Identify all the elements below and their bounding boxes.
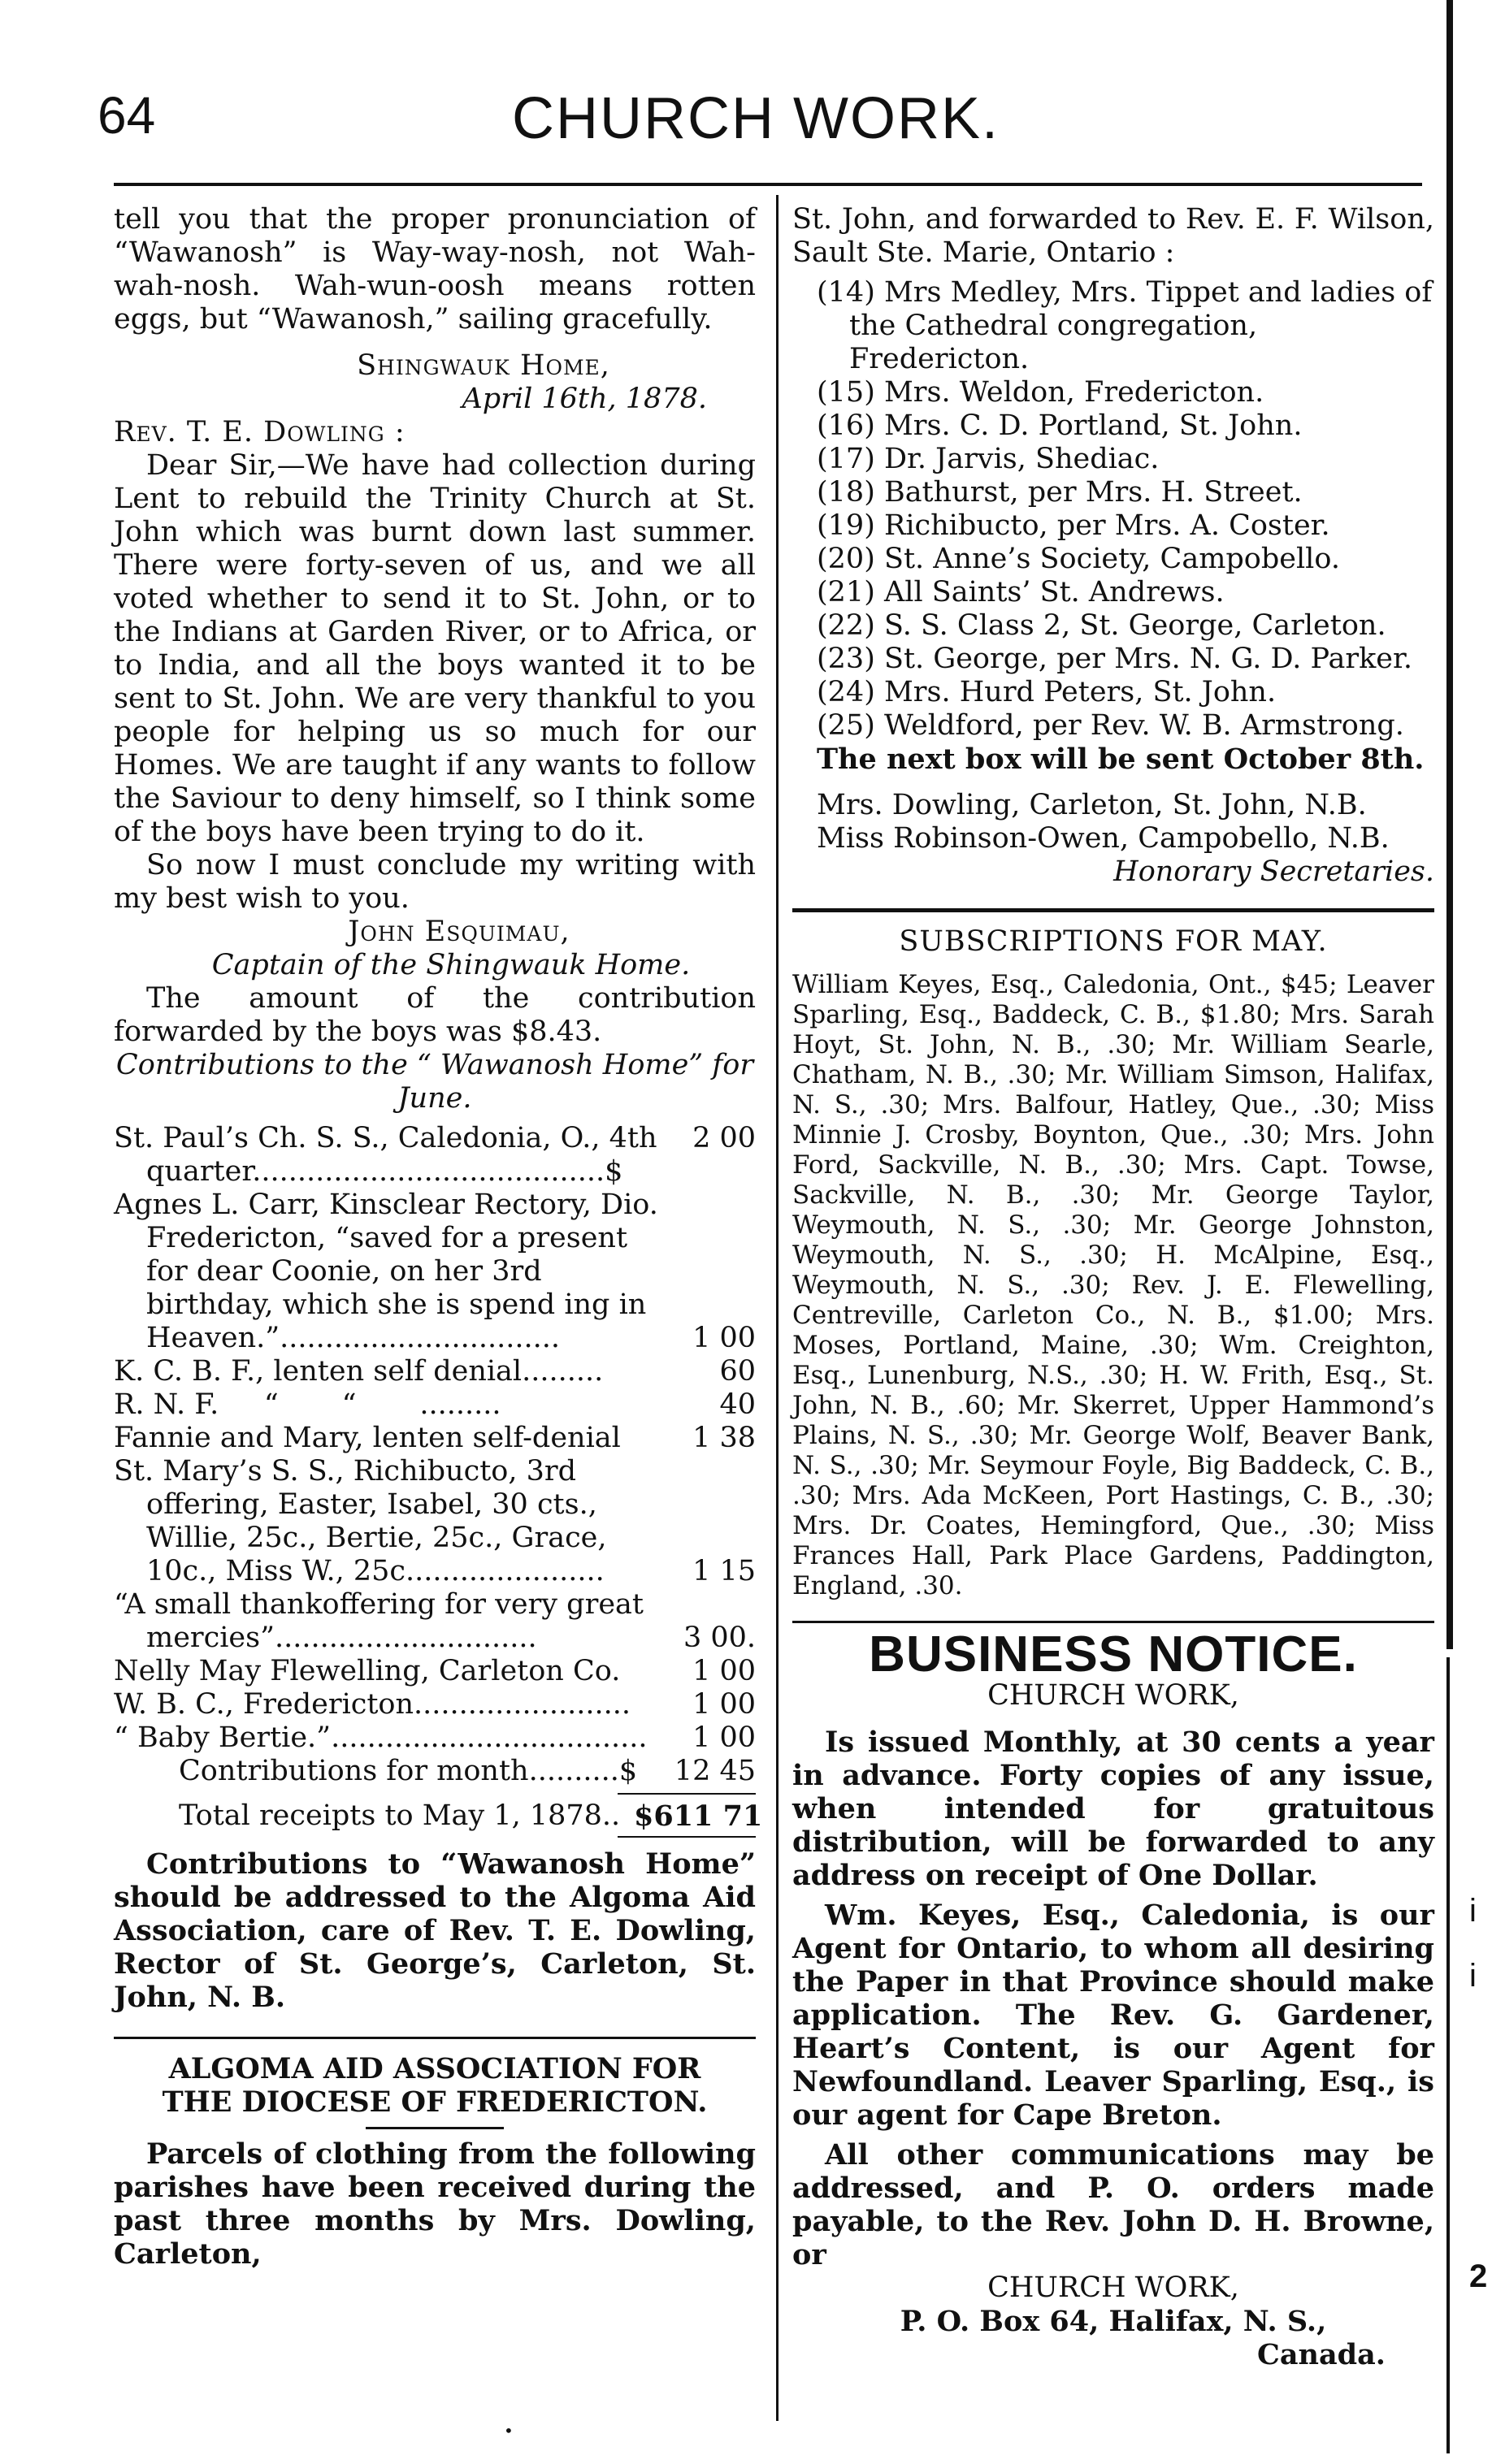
parcel-item: (21) All Saints’ St. Andrews.: [817, 576, 1225, 608]
po-box-address: P. O. Box 64, Halifax, N. S.,: [900, 2305, 1327, 2338]
contribution-row: R. N. F. “ “ ......... 40: [114, 1388, 756, 1421]
section-rule: [792, 908, 1434, 912]
header-rule: [114, 183, 1422, 186]
parcel-item: (17) Dr. Jarvis, Shediac.: [817, 443, 1160, 475]
left-column: [114, 203, 763, 2271]
page-number: 64: [98, 86, 156, 145]
secretary-1: Mrs. Dowling, Carleton, St. John, N.B.: [817, 789, 1367, 821]
letter-signer: John Esquimau,: [348, 916, 570, 948]
subscriptions-text: William Keyes, Esq., Caledonia, Ont., $45; Leaver Sparling, Esq., Baddeck, C. B., $1.80; Mrs. Sarah Hoyt, St. John, N. B., .30; Mr. William Searle, Chatham, N. B., .30; Mr. William Simson, Halifax, N. S., .30; Mrs. Balfour, Hatley, Que., .30; Miss Minnie J. Crosby, Boynton, Que., .30; Mrs. John Ford, Sackville, N. B., .30; Mrs. Capt. Towse, Sackville, N. B., .30; Mr. George Taylor, Weymouth, N. S., .30; Mr. George Johnston, Weymouth, N. S., .30; H. McAlpine, Esq., Weymouth, N. S., .30; Rev. J. E. Flewelling, Centreville, Carleton Co., N. B., $1.00; Mrs. Moses, Portland, Maine, .30; Wm. Creighton, Esq., Lunenburg, N.S., .30; H. W. Frith, Esq., St. John, N. B., .60; Mr. Skerret, Upper Hammond’s Plains, N. S., .30; Mr. George Wolf, Beaver Bank, N. S., .30; Mr. Seymour Foyle, Big Baddeck, C. B., .30; Mrs. Ada McKeen, Port Hastings, C. B., .30; Mrs. Dr. Coates, Hemingford, Que., .30; Miss Frances Hall, Park Place Gardens, Paddington, England, .30.: [792, 970, 1434, 1600]
letter-body: Dear Sir,—We have had collection during Lent to rebuild the Trinity Church at St. John which was burnt down last summer. There were forty-seven of us, and we all voted whether to send it to St. John, or to the Indians at Garden River, or to Africa, or to India, and all the boys wanted it to be sent to St. John. We are very thankful to you people for helping us so much for our Homes. We are taught if any wants to follow the Saviour to deny himself, so I think some of the boys have been trying to do it.: [114, 449, 756, 848]
letter-closing: So now I must conclude my writing with my best wish to you.: [114, 849, 756, 915]
parcel-item: (23) St. George, per Mrs. N. G. D. Parker.: [817, 643, 1413, 675]
right-edge-rule: [1446, 0, 1453, 1649]
secretary-2: Miss Robinson-Owen, Campobello, N.B.: [817, 822, 1390, 855]
contribution-row: St. Paul’s Ch. S. S., Caledonia, O., 4th quarter.......................................$ 2 00: [114, 1122, 756, 1188]
business-paragraph-3: All other communications may be addressed, and P. O. orders made payable, to the Rev. John D. H. Browne, or: [792, 2138, 1434, 2271]
contribution-row: “A small thankoffering for very great mercies”............................. 3 00.: [114, 1588, 756, 1654]
letter-place: Shingwauk Home,: [357, 349, 610, 382]
parcel-item: (20) St. Anne’s Society, Campobello.: [817, 543, 1340, 575]
contribution-month-total: Contributions for month..........$ 12 45: [179, 1755, 756, 1787]
letter-signer-title: Captain of the Shingwauk Home.: [211, 949, 691, 981]
parcels-paragraph: Parcels of clothing from the following parishes have been received during the past three months by Mrs. Dowling, Carleton,: [114, 2137, 756, 2271]
business-paragraph-1: Is issued Monthly, at 30 cents a year in advance. Forty copies of any issue, when intended for gratuitous distribution, will be forwarded to any address on receipt of One Dollar.: [792, 1726, 1434, 1892]
letter-date: April 16th, 1878.: [462, 383, 707, 415]
parcel-item: (15) Mrs. Weldon, Fredericton.: [817, 376, 1264, 409]
business-notice-heading: BUSINESS NOTICE.: [869, 1626, 1358, 1682]
contributions-list: [114, 1122, 756, 1788]
address-note: Contributions to “Wawanosh Home” should be addressed to the Algoma Aid Association, care of Rev. T. E. Dowling, Rector of St. George’s, Carleton, St. John, N. B.: [114, 1847, 756, 2014]
parcel-item: (22) S. S. Class 2, St. George, Carleton.: [817, 609, 1386, 642]
contributions-heading: Contributions to the “ Wawanosh Home” for June.: [115, 1049, 754, 1115]
margin-mark: i: [1469, 1893, 1477, 1929]
parcel-item: (24) Mrs. Hurd Peters, St. John.: [817, 676, 1277, 708]
contribution-row: Fannie and Mary, lenten self-denial 1 38: [114, 1422, 756, 1454]
country: Canada.: [1257, 2338, 1386, 2371]
parcel-list: [792, 276, 1434, 743]
short-rule: [366, 2127, 504, 2129]
column-divider: [776, 195, 779, 2421]
association-heading: ALGOMA AID ASSOCIATION FOR THE DIOCESE OF FREDERICTON.: [162, 2052, 708, 2119]
margin-mark: i: [1469, 1958, 1477, 1994]
letter-opening: tell you that the proper pronunciation of “Wawanosh” is Way-way-nosh, not Wah-wah-nosh. Wah-wun-oosh means rotten eggs, but “Wawanosh,” sailing gracefully.: [114, 203, 756, 336]
contribution-row: Nelly May Flewelling, Carleton Co. 1 00: [114, 1655, 756, 1687]
contribution-row: K. C. B. F., lenten self denial......... 60: [114, 1355, 756, 1388]
parcel-item: (16) Mrs. C. D. Portland, St. John.: [817, 409, 1303, 442]
next-box-note: The next box will be sent October 8th.: [817, 743, 1425, 776]
right-edge-rule-lower: [1446, 1657, 1450, 2453]
parcel-item: (14) Mrs Medley, Mrs. Tippet and ladies of the Cathedral congregation, Fredericton.: [817, 276, 1433, 375]
amount-note: The amount of the contribution forwarded by the boys was $8.43.: [114, 982, 756, 1048]
contribution-row: Agnes L. Carr, Kinsclear Rectory, Dio. Fredericton, “saved for a present for dear Coonie, on her 3rd birthday, which she is spend ing in Heaven.”............................... 1 00: [114, 1189, 756, 1354]
church-work-title: CHURCH WORK,: [987, 1679, 1239, 1712]
parcel-item: (19) Richibucto, per Mrs. A. Coster.: [817, 509, 1330, 542]
section-rule: [114, 2037, 756, 2039]
total-receipts: Total receipts to May 1, 1878.. $611 71: [179, 1799, 763, 1833]
subscriptions-heading: SUBSCRIPTIONS FOR MAY.: [899, 925, 1328, 958]
parcel-item: (25) Weldford, per Rev. W. B. Armstrong.: [817, 709, 1404, 742]
margin-mark: 2: [1469, 2258, 1488, 2294]
page-header: [98, 77, 1414, 175]
letter-salutation: Rev. T. E. Dowling :: [114, 416, 406, 448]
right-column: [792, 203, 1434, 2371]
business-paragraph-2: Wm. Keyes, Esq., Caledonia, is our Agent for Ontario, to whom all desiring the Paper in that Province should make application. The Rev. G. Gardener, Heart’s Content, is our Agent for Newfoundland. Leaver Sparling, Esq., is our agent for Cape Breton.: [792, 1899, 1434, 2132]
footer-dot: •: [504, 2421, 514, 2440]
section-rule: [792, 1621, 1434, 1623]
contribution-row: W. B. C., Fredericton........................ 1 00: [114, 1688, 756, 1721]
secretaries-title: Honorary Secretaries.: [1113, 855, 1434, 888]
masthead-title: CHURCH WORK.: [512, 86, 1000, 151]
parcel-item: (18) Bathurst, per Mrs. H. Street.: [817, 476, 1303, 509]
parcels-continued: St. John, and forwarded to Rev. E. F. Wilson, Sault Ste. Marie, Ontario :: [792, 203, 1434, 269]
church-work-title-2: CHURCH WORK,: [987, 2271, 1239, 2304]
contribution-row: “ Baby Bertie.”................................... 1 00: [114, 1721, 756, 1754]
contribution-row: St. Mary’s S. S., Richibucto, 3rd offering, Easter, Isabel, 30 cts., Willie, 25c., Bertie, 25c., Grace, 10c., Miss W., 25c...................... 1 15: [114, 1455, 756, 1587]
